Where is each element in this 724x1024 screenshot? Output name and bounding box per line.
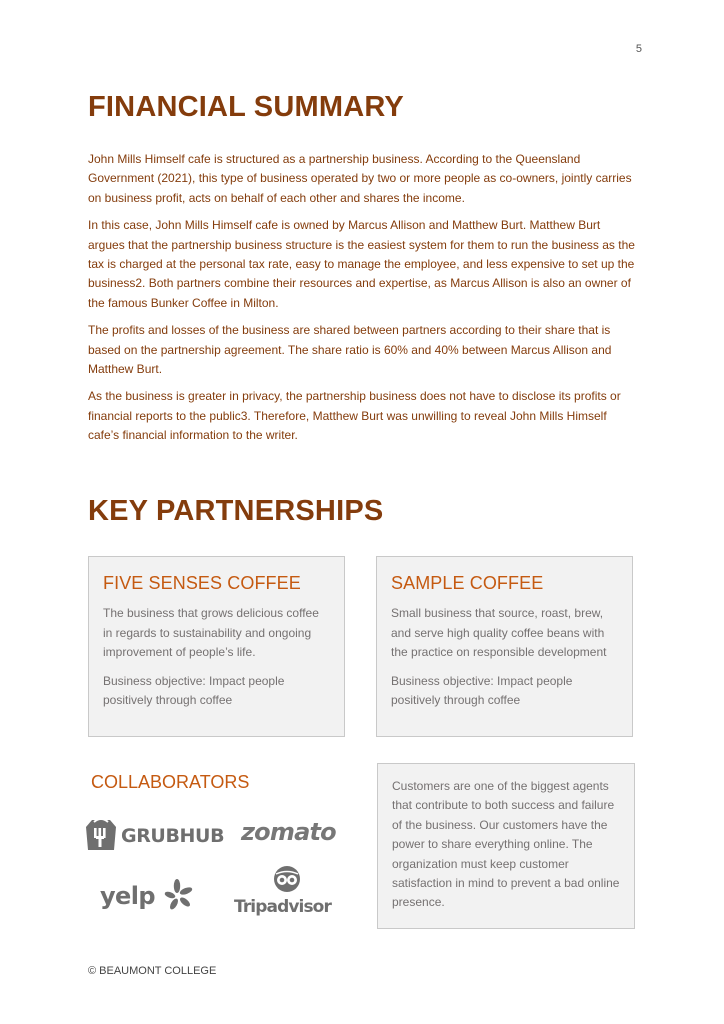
footer-copyright: © BEAUMONT COLLEGE — [88, 965, 217, 977]
partner-title: FIVE SENSES COFFEE — [103, 573, 301, 593]
paragraph: The profits and losses of the business are shared between partners according to their share that is based on the partnership agreement. The share ratio is 60% and 40% between Marcus Allison and Matthew Burt. — [88, 323, 612, 377]
tripadvisor-wordmark: Tripadvisor — [234, 897, 331, 917]
partner-title: SAMPLE COFFEE — [391, 573, 544, 593]
grubhub-bag-icon — [81, 814, 225, 854]
partner-description: The business that grows delicious coffee in regards to sustainability and ongoing improvement of people’s life. — [103, 606, 319, 659]
financial-summary-heading: FINANCIAL SUMMARY — [88, 91, 404, 123]
key-partnerships-heading: KEY PARTNERSHIPS — [88, 495, 384, 527]
tripadvisor-owl-icon — [274, 866, 300, 892]
financial-summary-body — [88, 150, 640, 454]
partner-objective: Business objective: Impact people positively through coffee — [391, 673, 573, 707]
page-number: 5 — [635, 43, 642, 55]
yelp-burst-icon — [164, 879, 193, 911]
grubhub-wordmark: GRUBHUB — [121, 825, 225, 847]
partner-description: Small business that source, roast, brew, and serve high quality coffee beans with the practice on responsible development — [391, 606, 607, 659]
paragraph: In this case, John Mills Himself cafe is owned by Marcus Allison and Matthew Burt. Matthew Burt argues that the partnership business structure is the easiest system for them to run the business as the tax is charged at the personal tax rate, easy to manage the employee, and less expensive to set up the business2. Both partners combine their resources and expertise, as Marcus Allison is also an owner of the famous Bunker Coffee in Milton. — [88, 218, 635, 310]
customers-note: Customers are one of the biggest agents that contribute to both success and failure of the business. Our customers have the power to share everything online. The organization must keep customer satisfaction in mind to prevent a bad online presence. — [392, 779, 620, 910]
collaborators-heading: COLLABORATORS — [91, 772, 250, 792]
grubhub-logo — [81, 814, 225, 854]
yelp-logo — [100, 876, 200, 916]
tripadvisor-logo — [232, 866, 344, 918]
customers-note-box — [377, 763, 635, 929]
yelp-wordmark: yelp — [100, 882, 155, 910]
partner-objective: Business objective: Impact people positively through coffee — [103, 673, 285, 707]
partner-card-sample-coffee — [376, 556, 633, 737]
paragraph: As the business is greater in privacy, the partnership business does not have to disclose its profits or financial reports to the public3. Therefore, Matthew Burt was unwilling to reveal John Mills Himself cafe’s financial information to the writer. — [88, 389, 621, 443]
zomato-logo: zomato — [241, 818, 336, 846]
paragraph: John Mills Himself cafe is structured as a partnership business. According to the Queensland Government (2021), this type of business operated by two or more people as co-owners, jointly carries on business profit, acts on behalf of each other and shares the income. — [88, 152, 632, 205]
partner-card-five-senses — [88, 556, 345, 737]
